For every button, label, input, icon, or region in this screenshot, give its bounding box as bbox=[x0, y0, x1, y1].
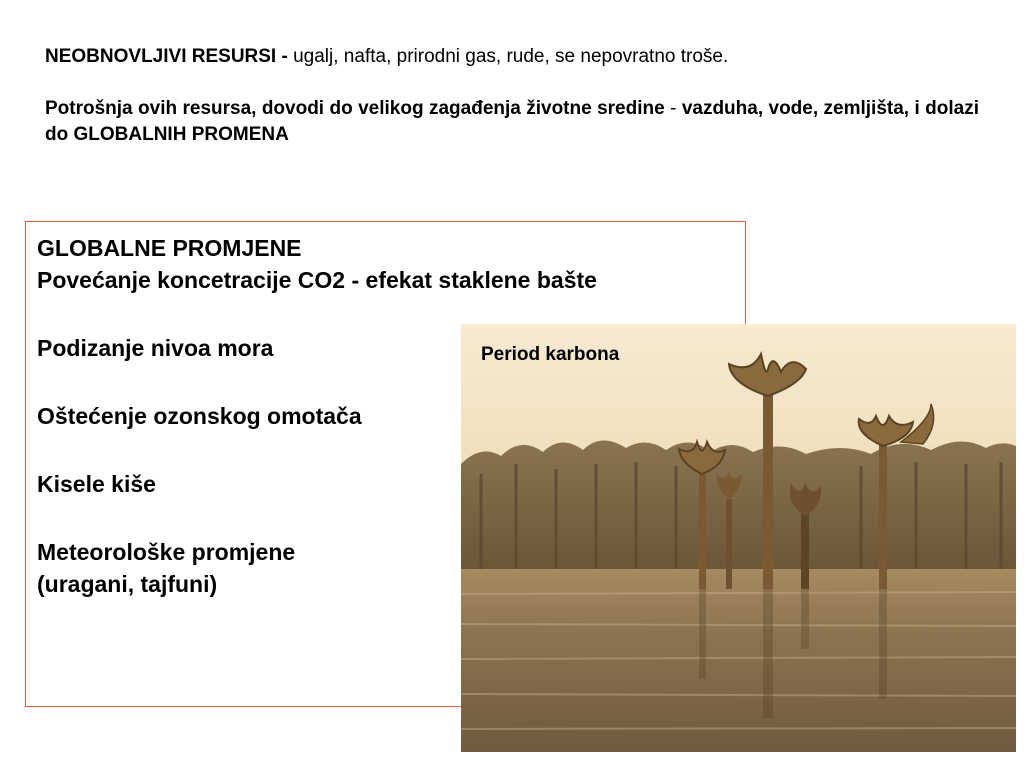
list-item-co2: Povećanje koncetracije CO2 - efekat staklene bašte bbox=[37, 267, 597, 293]
carboniferous-photo bbox=[461, 324, 1016, 752]
global-changes-title: GLOBALNE PROMJENE bbox=[37, 235, 302, 261]
nonrenewable-heading: NEOBNOVLJIVI RESURSI - bbox=[45, 46, 288, 67]
nonrenewable-list: ugalj, nafta, prirodni gas, rude, se nepovratno troše. bbox=[287, 46, 729, 67]
intro-paragraph-2 bbox=[45, 96, 979, 148]
swamp-illustration bbox=[461, 324, 1016, 752]
list-item-acid-rain: Kisele kiše bbox=[37, 471, 156, 497]
pollution-sentence: Potrošnja ovih resursa, dovodi do velikog zagađenja životne sredine bbox=[45, 98, 665, 119]
intro-text bbox=[45, 44, 979, 148]
list-item-weather: Meteorološke promjene bbox=[37, 539, 296, 565]
dash: - bbox=[664, 98, 682, 119]
list-item-sea-level: Podizanje nivoa mora bbox=[37, 335, 274, 361]
photo-caption: Period karbona bbox=[481, 344, 620, 365]
list-item-ozone: Oštećenje ozonskog omotača bbox=[37, 403, 362, 429]
list-item-weather-examples: (uragani, tajfuni) bbox=[37, 571, 218, 597]
intro-paragraph-1 bbox=[45, 44, 979, 70]
pollution-targets: vazduha, vode, zemljišta, i dolazi do GLOBALNIH PROMENA bbox=[45, 98, 979, 145]
